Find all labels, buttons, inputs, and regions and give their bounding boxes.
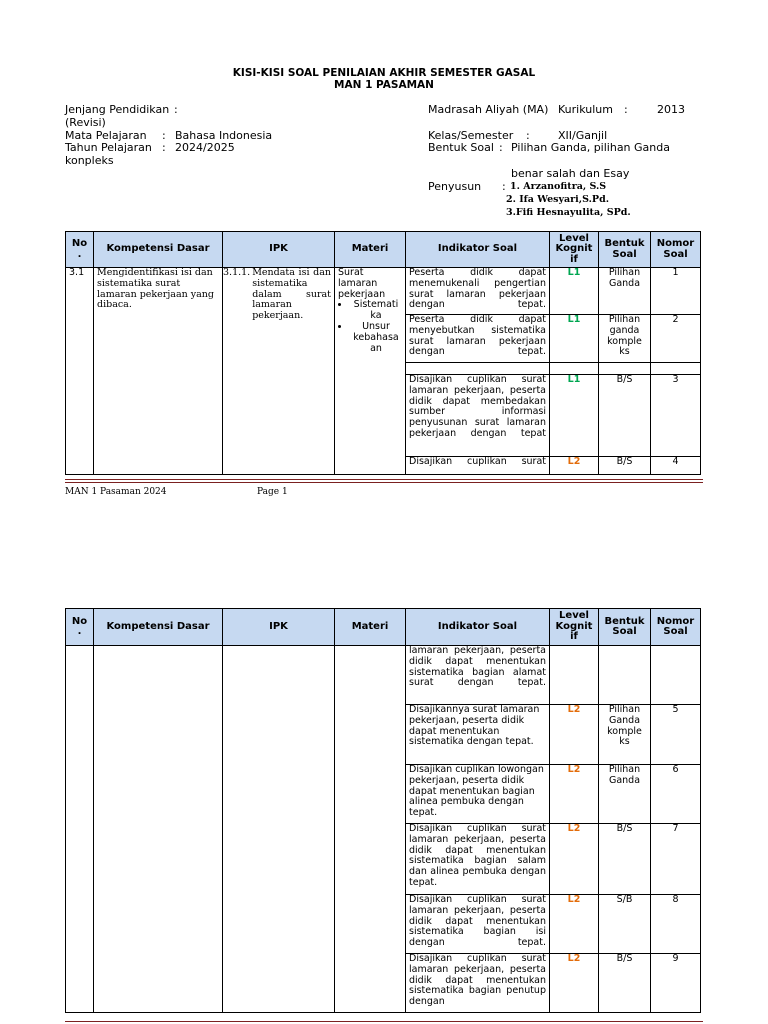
penyusun-sep: : [502,180,506,193]
table-header-row [66,232,701,268]
header-materi: Materi [335,609,406,646]
bentuk-value: Pilihan Ganda, pilihan Ganda [511,141,670,154]
cell-indikator: Peserta didik dapat menemukenali pengertian surat lamaran pekerjaan dengan tepat. [406,268,550,315]
cell-level: L2 [550,457,599,475]
penyusun-label: Penyusun [428,180,482,193]
cell-ipk [223,646,335,1013]
cell-bentuk: Pilihan Ganda komple ks [599,705,651,765]
header-level: Level Kognit if [550,609,599,646]
cell-indikator: lamaran pekerjaan, peserta didik dapat menentukan sistematika bagian alamat surat dengan tepat. [406,646,550,705]
kurikulum-sep: : [624,103,628,116]
ipk-number: 3.1.1. [223,267,251,278]
header-nomor: Nomor Soal [651,609,701,646]
header-ipk: IPK [223,609,335,646]
cell-bentuk: Pilihan Ganda [599,268,651,315]
header-ipk: IPK [223,232,335,268]
cell-kd: Mengidentifikasi isi dan sistematika surat lamaran pekerjaan yang dibaca. [94,268,223,475]
ipk-text: Mendata isi dan sistematika dalam surat lamaran pekerjaan. [252,267,331,322]
cell-nomor: 1 [651,268,701,315]
header-indikator: Indikator Soal [406,609,550,646]
cell-materi [335,646,406,1013]
cell-nomor: 8 [651,895,701,954]
cell-bentuk [599,646,651,705]
document-title: KISI-KISI SOAL PENILAIAN AKHIR SEMESTER GASAL [232,67,536,79]
cell-bentuk: B/S [599,375,651,457]
cell-indikator: Disajikan cuplikan surat lamaran pekerjaan, peserta didik dapat menentukan sistematika bagian isi dengan tepat. [406,895,550,954]
cell-level: L2 [550,895,599,954]
kurikulum-value: 2013 [657,103,685,116]
cell-bentuk: Pilihan ganda komple ks [599,315,651,363]
cell-nomor [651,646,701,705]
cell-level: L1 [550,268,599,315]
cell-level: L2 [550,765,599,824]
cell-bentuk: B/S [599,457,651,475]
cell-level: L2 [550,824,599,895]
kelas-sep: : [526,129,530,142]
cell-ipk [223,268,335,475]
cell-level: L1 [550,375,599,457]
kisi-table-page1 [65,231,701,475]
cell-bentuk: B/S [599,824,651,895]
cell-nomor: 3 [651,375,701,457]
cell-bentuk: Pilihan Ganda [599,765,651,824]
bentuk-line2: benar salah dan Esay [511,167,630,180]
header-bentuk: Bentuk Soal [599,232,651,268]
cell-indikator: Disajikan cuplikan lowongan pekerjaan, peserta didik dapat menentukan bagian alinea pembuka dengan tepat. [406,765,550,824]
cell-level: L2 [550,954,599,1013]
tahun-sep: : [162,141,166,154]
revisi-text: (Revisi) [65,116,106,129]
cell-level: L2 [550,705,599,765]
footer-rule [65,479,703,480]
cell-level [550,646,599,705]
table-header-row [66,609,701,646]
cell-bentuk: S/B [599,895,651,954]
footer-page-number: Page 1 [257,487,288,497]
mapel-label: Mata Pelajaran [65,129,147,142]
header-no: No . [66,232,94,268]
cell-kd [94,646,223,1013]
mapel-value: Bahasa Indonesia [175,129,273,142]
header-nomor: Nomor Soal [651,232,701,268]
cell-level: L1 [550,315,599,363]
cell-indikator: Disajikan cuplikan surat [406,457,550,475]
header-kd: Kompetensi Dasar [94,232,223,268]
penyusun-1: 1. Arzanofitra, S.S [510,181,607,192]
jenjang-label: Jenjang Pendidikan [65,103,170,116]
tahun-value: 2024/2025 [175,141,235,154]
kelas-label: Kelas/Semester [428,129,514,142]
cell-materi [335,268,406,475]
kurikulum-label: Kurikulum [558,103,613,116]
bentuk-sep: : [499,141,503,154]
table-row [66,268,701,315]
cell-nomor: 2 [651,315,701,363]
bentuk-label: Bentuk Soal [428,141,494,154]
footer-rule [65,482,703,483]
page-bottom-rule [65,1021,703,1022]
mapel-sep: : [162,129,166,142]
cell-bentuk: B/S [599,954,651,1013]
header-materi: Materi [335,232,406,268]
document-subtitle: MAN 1 PASAMAN [334,79,434,91]
penyusun-2: 2. Ifa Wesyari,S.Pd. [506,194,610,205]
cell-nomor: 7 [651,824,701,895]
cell-no: 3.1 [66,268,94,475]
cell-nomor: 4 [651,457,701,475]
materi-item: • Sistemati ka [350,300,402,322]
tahun-label: Tahun Pelajaran [65,141,152,154]
header-indikator: Indikator Soal [406,232,550,268]
materi-item: • Unsur kebahasa an [350,322,402,354]
cell-no [66,646,94,1013]
header-level: Level Kognit if [550,232,599,268]
cell-indikator: Disajikan cuplikan surat lamaran pekerjaan, peserta didik dapat menentukan sistematika bagian salam dan alinea pembuka dengan tepat. [406,824,550,895]
bentuk-continuation: konpleks [65,154,114,167]
cell-nomor: 6 [651,765,701,824]
header-bentuk: Bentuk Soal [599,609,651,646]
cell-indikator: Peserta didik dapat menyebutkan sistematika surat lamaran pekerjaan dengan tepat. [406,315,550,363]
kisi-table-page2 [65,608,701,1013]
materi-title: Surat lamaran pekerjaan [338,267,386,300]
cell-nomor: 5 [651,705,701,765]
madrasah-value: Madrasah Aliyah (MA) [428,103,549,116]
header-kd: Kompetensi Dasar [94,609,223,646]
cell-indikator: Disajikan cuplikan surat lamaran pekerjaan, peserta didik dapat menentukan sistematika bagian penutup dengan [406,954,550,1013]
table-row [66,646,701,705]
penyusun-3: 3.Fifi Hesnayulita, SPd. [506,207,631,218]
cell-indikator: Disajikan cuplikan surat lamaran pekerjaan, peserta didik dapat membedakan sumber informasi penyusunan surat lamaran pekerjaan dengan tepat [406,375,550,457]
kelas-value: XII/Ganjil [558,129,608,142]
header-no: No . [66,609,94,646]
cell-nomor: 9 [651,954,701,1013]
cell-indikator: Disajikannya surat lamaran pekerjaan, peserta didik dapat menentukan sistematika dengan tepat. [406,705,550,765]
footer-school: MAN 1 Pasaman 2024 [65,487,167,497]
jenjang-sep: : [174,103,178,116]
